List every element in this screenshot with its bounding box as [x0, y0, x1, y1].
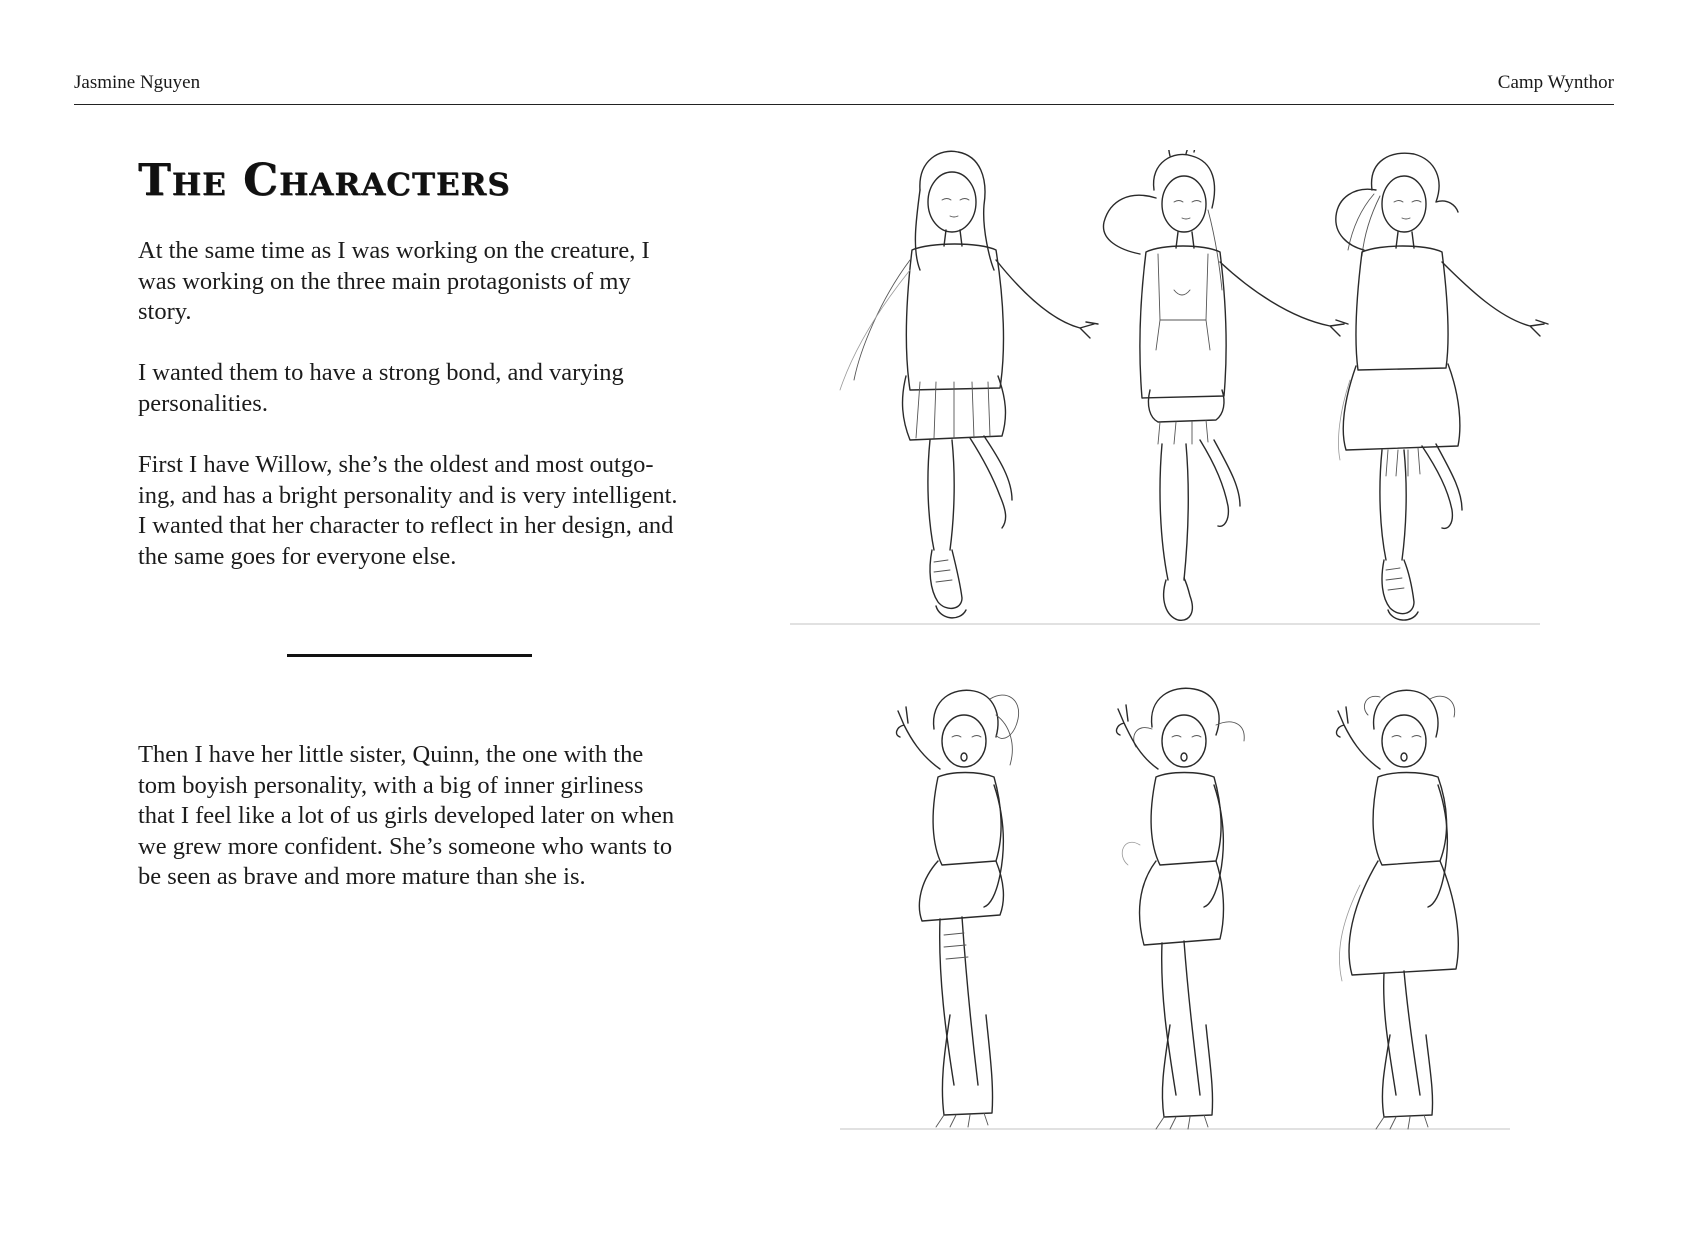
quinn-sketch-3 — [1337, 690, 1459, 1129]
quinn-sketch-1 — [897, 690, 1019, 1127]
quinn-sketch-2 — [1117, 688, 1245, 1129]
quinn-sketch-sheet — [770, 685, 1570, 1145]
quinn-sketches-illustration — [770, 685, 1570, 1145]
willow-paragraph: First I have Willow, she’s the oldest and most outgoing, and has a bright personality and is very intelligent. I wanted that her character to reflect in her design, and the same goes for everyone else. — [138, 451, 678, 570]
willow-sketch-2 — [1103, 150, 1348, 620]
section-title: The Characters — [138, 155, 511, 206]
quinn-paragraph: Then I have her little sister, Quinn, the one with the tom boyish personality, with a big of inner girliness that I feel like a lot of us girls developed later on when we grew more confident. She’s someone who wants to be seen as brave and more mature than she is. — [138, 741, 675, 890]
willow-sketch-3 — [1336, 153, 1548, 620]
page-header — [74, 70, 1614, 105]
willow-sketch-sheet — [770, 150, 1570, 650]
willow-sketch-1 — [840, 151, 1098, 618]
section-divider — [287, 654, 532, 657]
willow-sketches-illustration — [770, 150, 1570, 650]
bond-paragraph: I wanted them to have a strong bond, and varying personalities. — [138, 359, 624, 417]
author-name: Jasmine Nguyen — [74, 72, 201, 93]
intro-paragraph: At the same time as I was working on the creature, I was working on the three main protagonists of my story. — [138, 237, 650, 325]
project-title: Camp Wynthor — [1497, 72, 1614, 93]
